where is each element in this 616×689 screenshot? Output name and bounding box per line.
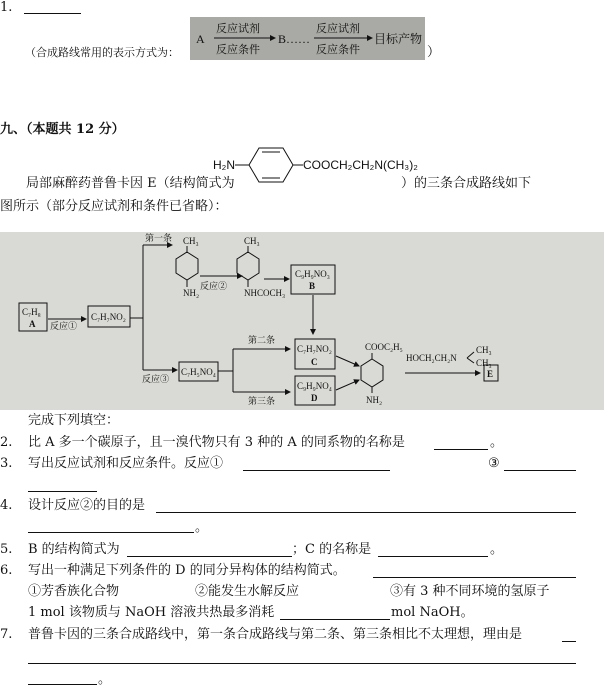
synthesis-diagram-svg (0, 232, 604, 410)
E-label: E (487, 369, 494, 379)
route-condition-1: 反应条件 (216, 44, 260, 56)
ring2-nhcoch3: NHCOCH₃ (244, 288, 286, 298)
ring-1 (176, 252, 198, 280)
C-formula: C₇H₇NO₂ (297, 344, 332, 354)
q3-blank-3[interactable] (504, 470, 576, 471)
ring-3 (361, 359, 383, 387)
route-mid: B…… (278, 32, 311, 46)
q6-text: 写出一种满足下列条件的 D 的同分异构体的结构简式。 (28, 563, 346, 578)
q5-text-b: ；C 的名称是 (292, 542, 372, 557)
B-label: B (309, 281, 316, 291)
q3-number: 3. (0, 456, 13, 471)
route-start: A (196, 32, 205, 46)
q6-condition-1: ①芳香族化合物 (28, 584, 120, 599)
synthesis-diagram (0, 232, 604, 410)
reaction-2-label: 反应② (200, 281, 228, 291)
route-end: 目标产物 (374, 32, 423, 46)
D-label: D (311, 393, 318, 403)
ring1-ch3: CH₃ (183, 236, 199, 246)
q1-note: （合成路线常用的表示方式为： (25, 46, 179, 59)
q3-text: 写出反应试剂和反应条件。反应① (28, 456, 224, 471)
route-2-label: 第二条 (248, 335, 276, 345)
route-notation-image (190, 17, 425, 60)
q2-text: 比 A 多一个碳原子，且一溴代物只有 3 种的 A 的同系物的名称是 (28, 435, 405, 450)
q5-text: B 的结构简式为 (28, 542, 120, 557)
q6-condition-2: ②能发生水解反应 (195, 584, 300, 599)
reagent-ch3-b: CH₃ (476, 358, 492, 368)
q4-text: 设计反应②的目的是 (28, 498, 146, 513)
intermediate-1-formula: C₇H₇NO₂ (91, 312, 126, 322)
q3-blank-1[interactable] (243, 470, 390, 471)
q7-blank-end[interactable] (28, 684, 97, 685)
route-3-label: 第三条 (248, 396, 276, 406)
q4-end: 。 (195, 520, 209, 535)
q5-end: 。 (490, 542, 504, 557)
q6-number: 6. (0, 563, 13, 578)
A-formula: C₇H₈ (22, 307, 41, 317)
route-condition-2: 反应条件 (316, 44, 360, 56)
q6-mol-text: 1 mol 该物质与 NaOH 溶液共热最多消耗 (28, 605, 275, 620)
reagent-label: HOCH₂CH₂N (406, 353, 457, 363)
q7-text: 普鲁卡因的三条合成路线中，第一条合成路线与第二条、第三条相比不太理想，理由是 (28, 627, 523, 642)
q2-blank[interactable] (434, 449, 488, 450)
q7-blank[interactable] (562, 641, 576, 642)
q6-mol-end: mol NaOH。 (391, 605, 474, 620)
route-reagent-2: 反应试剂 (316, 23, 360, 35)
q7-end: 。 (98, 672, 112, 687)
q1-number: 1. (0, 0, 13, 15)
route-1-label: 第一条 (145, 233, 173, 243)
q4-number: 4. (0, 498, 13, 513)
intro-text-c: 图所示（部分反应试剂和条件已省略）： (0, 199, 228, 214)
q7-blank-cont[interactable] (28, 663, 576, 664)
ring3-ester: COOC₂H₅ (365, 342, 403, 352)
q5-blank-C[interactable] (378, 556, 488, 557)
section-title: 九、（本题共 12 分） (0, 122, 125, 137)
reaction-3-label: 反应③ (142, 374, 170, 384)
route-reagent-1: 反应试剂 (216, 23, 260, 35)
q4-blank-cont[interactable] (28, 532, 194, 533)
D-formula: C₉H₉NO₄ (297, 381, 332, 391)
ring2-ch3: CH₃ (244, 236, 260, 246)
B-formula: C₉H₉NO₃ (295, 269, 330, 279)
intro-text-a: 局部麻醉药普鲁卡因 E（结构简式为 (26, 176, 235, 191)
ring1-nh2: NH₂ (183, 288, 200, 298)
q6-mol-blank[interactable] (280, 619, 390, 620)
q1-note-close: ） (427, 45, 441, 60)
structure-E-ester: COOCH₂CH₂N(CH₃)₂ (303, 158, 418, 172)
q7-number: 7. (0, 627, 13, 642)
reaction-1-label: 反应① (50, 321, 78, 331)
intro-text-b: ）的三条合成路线如下 (401, 176, 532, 191)
structure-E-amine: H₂N (213, 158, 235, 172)
q5-blank-B[interactable] (127, 556, 292, 557)
q1-answer-blank[interactable] (24, 13, 81, 14)
q6-blank[interactable] (373, 577, 576, 578)
q2-number: 2. (0, 435, 13, 450)
q3-blank-3-cont[interactable] (28, 491, 97, 492)
q4-blank[interactable] (156, 512, 576, 513)
q6-condition-3: ③有 3 种不同环境的氢原子 (390, 584, 550, 599)
fill-heading: 完成下列填空： (28, 413, 120, 428)
reagent-ch3-a: CH₃ (476, 345, 492, 355)
q3-text-b: ③ (488, 456, 500, 471)
ring3-nh2: NH₂ (366, 395, 383, 405)
C-label: C (311, 357, 318, 367)
A-label: A (29, 319, 36, 329)
q5-number: 5. (0, 542, 13, 557)
q2-end: 。 (490, 435, 504, 450)
intermediate-2-formula: C₇H₅NO₄ (181, 367, 216, 377)
route-notation-svg (190, 17, 425, 60)
